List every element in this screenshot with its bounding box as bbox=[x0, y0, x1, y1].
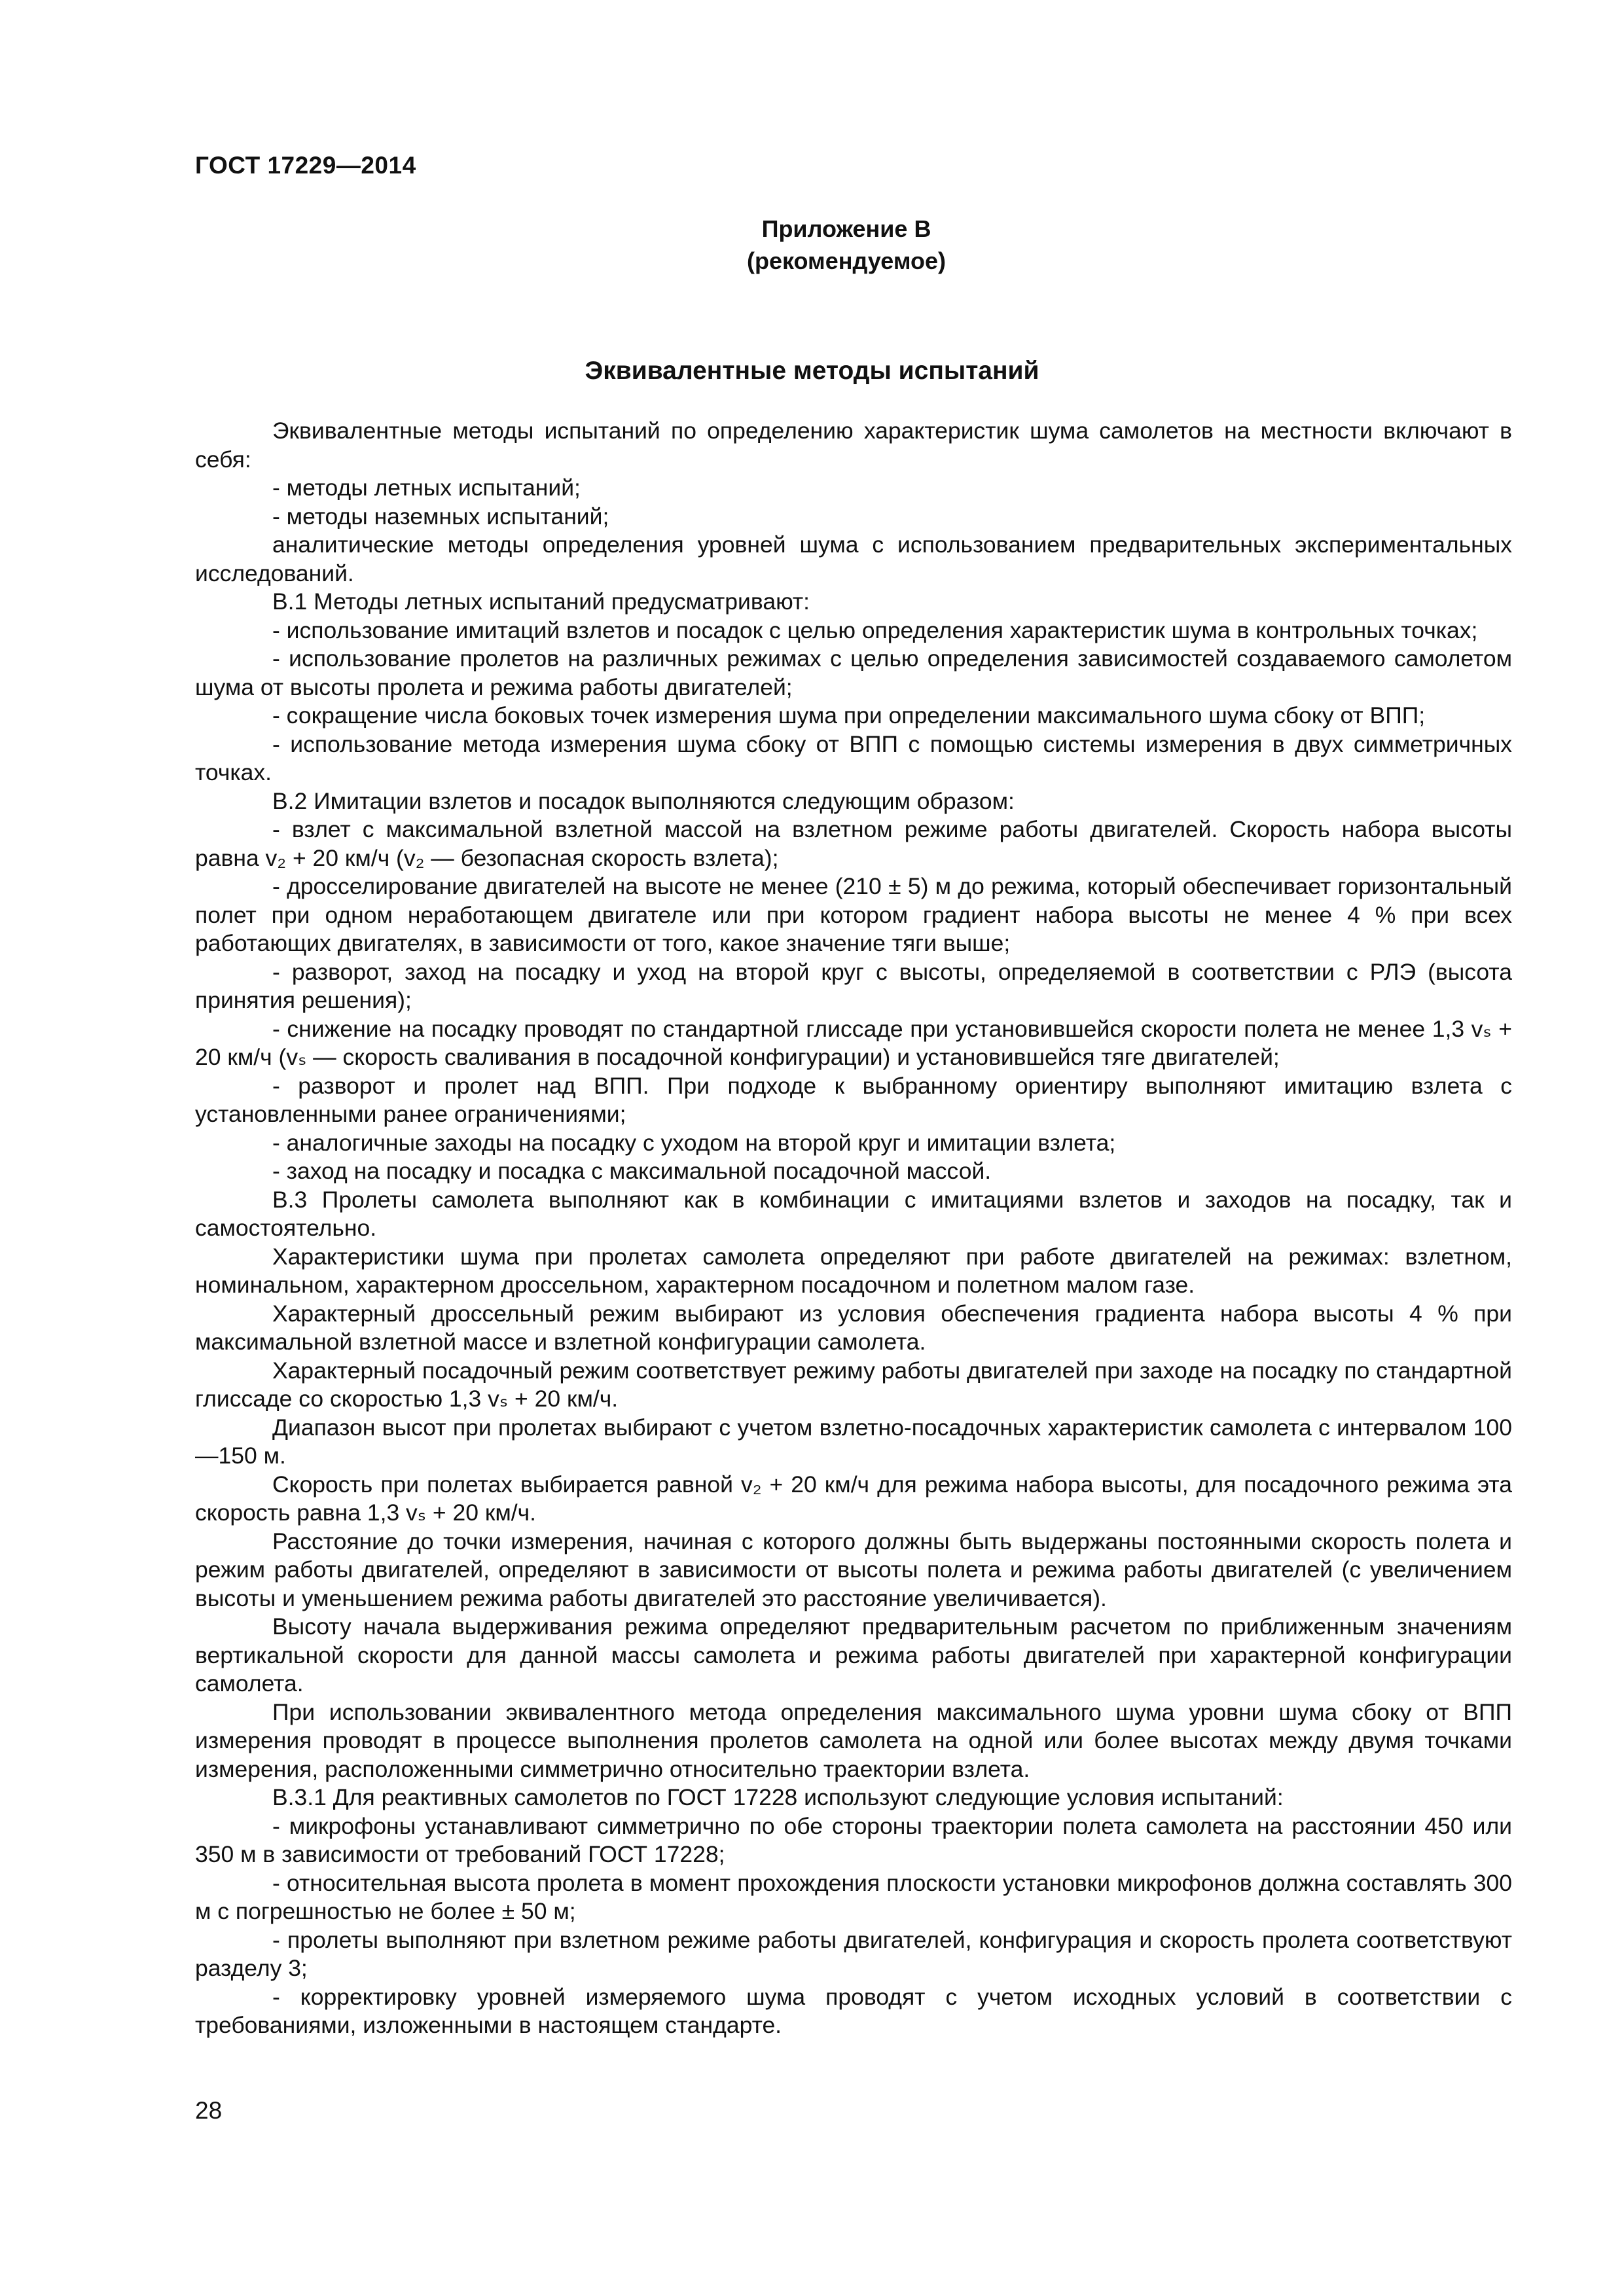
paragraph: - разворот, заход на посадку и уход на второй круг с высоты, определяемой в соответствии с РЛЭ (высота принятия решения); bbox=[195, 958, 1512, 1013]
paragraph: - снижение на посадку проводят по стандартной глиссаде при установившейся скорости полета не менее 1,3 vₛ + 20 км/ч (vₛ — скорость сваливания в посадочной конфигурации) и установившейся тяге двигателей; bbox=[195, 1015, 1512, 1070]
paragraph: - взлет с максимальной взлетной массой на взлетном режиме работы двигателей. Скорость набора высоты равна v₂ + 20 км/ч (v₂ — безопасная скорость взлета); bbox=[195, 816, 1512, 871]
appendix-status: (рекомендуемое) bbox=[747, 247, 946, 274]
paragraph: - сокращение числа боковых точек измерения шума при определении максимального шума сбоку от ВПП; bbox=[272, 702, 1426, 728]
paragraph: - использование метода измерения шума сбоку от ВПП с помощью системы измерения в двух симметричных точках. bbox=[195, 730, 1512, 785]
paragraph: Характерный дроссельный режим выбирают из условия обеспечения градиента набора высоты 4 % при максимальной взлетной массе и взлетной конфигурации самолета. bbox=[195, 1300, 1512, 1355]
paragraph: - использование имитаций взлетов и посадок с целью определения характеристик шума в контрольных точках; bbox=[272, 617, 1478, 643]
paragraph: - аналогичные заходы на посадку с уходом на второй круг и имитации взлета; bbox=[272, 1129, 1116, 1156]
section-title: Эквивалентные методы испытаний bbox=[585, 357, 1039, 385]
paragraph: Высоту начала выдерживания режима определяют предварительным расчетом по приближенным значениям вертикальной скорости для данной массы самолета и режима работы двигателей при характерной конфигурации самолета. bbox=[195, 1613, 1512, 1696]
paragraph: В.2 Имитации взлетов и посадок выполняются следующим образом: bbox=[272, 787, 1015, 814]
paragraph: Характерный посадочный режим соответствует режиму работы двигателей при заходе на посадку по стандартной глиссаде со скоростью 1,3 vₛ + 20 км/ч. bbox=[195, 1357, 1513, 1412]
paragraph: - заход на посадку и посадка с максимальной посадочной массой. bbox=[272, 1158, 992, 1184]
paragraph: - разворот и пролет над ВПП. При подходе к выбранному ориентиру выполняют имитацию взлета с установленными ранее ограничениями; bbox=[195, 1072, 1512, 1127]
paragraph: - методы наземных испытаний; bbox=[272, 503, 609, 529]
paragraph: - методы летных испытаний; bbox=[272, 475, 581, 501]
paragraph: Скорость при полетах выбирается равной v₂ + 20 км/ч для режима набора высоты, для посадочного режима эта скорость равна 1,3 vₛ + 20 км/ч. bbox=[195, 1471, 1512, 1526]
appendix-heading bbox=[683, 213, 1010, 277]
paragraph: аналитические методы определения уровней шума с использованием предварительных экспериментальных исследований. bbox=[195, 531, 1512, 586]
page-number: 28 bbox=[195, 2097, 223, 2124]
paragraph: Характеристики шума при пролетах самолета определяют при работе двигателей на режимах: взлетном, номинальном, характерном дроссельном, характерном посадочном и полетном малом газе. bbox=[195, 1243, 1512, 1298]
paragraph: Расстояние до точки измерения, начиная с которого должны быть выдержаны постоянными скорость полета и режим работы двигателей, определяют в зависимости от высоты полета и режима работы двигателей (с увеличением высоты и уменьшением режима работы двигателей это расстояние увеличивается). bbox=[195, 1528, 1512, 1611]
paragraph: В.3 Пролеты самолета выполняют как в комбинации с имитациями взлетов и заходов на посадку, так и самостоятельно. bbox=[195, 1186, 1512, 1241]
paragraph: - пролеты выполняют при взлетном режиме работы двигателей, конфигурация и скорость пролета соответствуют разделу 3; bbox=[195, 1926, 1512, 1981]
paragraph: При использовании эквивалентного метода определения максимального шума уровни шума сбоку от ВПП измерения проводят в процессе выполнения пролетов самолета на одной или более высотах между двумя точками измерения, расположенными симметрично относительно траектории взлета. bbox=[195, 1698, 1512, 1782]
paragraph: - микрофоны устанавливают симметрично по обе стороны траектории полета самолета на расстоянии 450 или 350 м в зависимости от требований ГОСТ 17228; bbox=[195, 1812, 1512, 1867]
appendix-label: Приложение В bbox=[761, 215, 931, 242]
paragraph: В.1 Методы летных испытаний предусматривают: bbox=[272, 588, 810, 615]
paragraph: - использование пролетов на различных режимах с целью определения зависимостей создаваемого самолетом шума от высоты пролета и режима работы двигателей; bbox=[195, 645, 1512, 700]
paragraph: - дросселирование двигателей на высоте не менее (210 ± 5) м до режима, который обеспечивает горизонтальный полет при одном неработающем двигателе или при котором градиент набора высоты не менее 4 % при всех работающих двигателях, в зависимости от того, какое значение тяги выше; bbox=[195, 873, 1512, 956]
paragraph: Эквивалентные методы испытаний по определению характеристик шума самолетов на местности включают в себя: bbox=[195, 418, 1512, 473]
paragraph: - корректировку уровней измеряемого шума проводят с учетом исходных условий в соответствии с требованиями, изложенными в настоящем стандарте. bbox=[195, 1983, 1512, 2038]
paragraph: В.3.1 Для реактивных самолетов по ГОСТ 17228 используют следующие условия испытаний: bbox=[272, 1784, 1284, 1810]
paragraph: - относительная высота пролета в момент прохождения плоскости установки микрофонов должна составлять 300 м с погрешностью не более ± 50 м; bbox=[195, 1869, 1512, 1924]
paragraph: Диапазон высот при пролетах выбирают с учетом взлетно-посадочных характеристик самолета с интервалом 100—150 м. bbox=[195, 1414, 1512, 1469]
standard-header: ГОСТ 17229—2014 bbox=[195, 152, 416, 179]
body-text bbox=[195, 417, 1512, 2040]
